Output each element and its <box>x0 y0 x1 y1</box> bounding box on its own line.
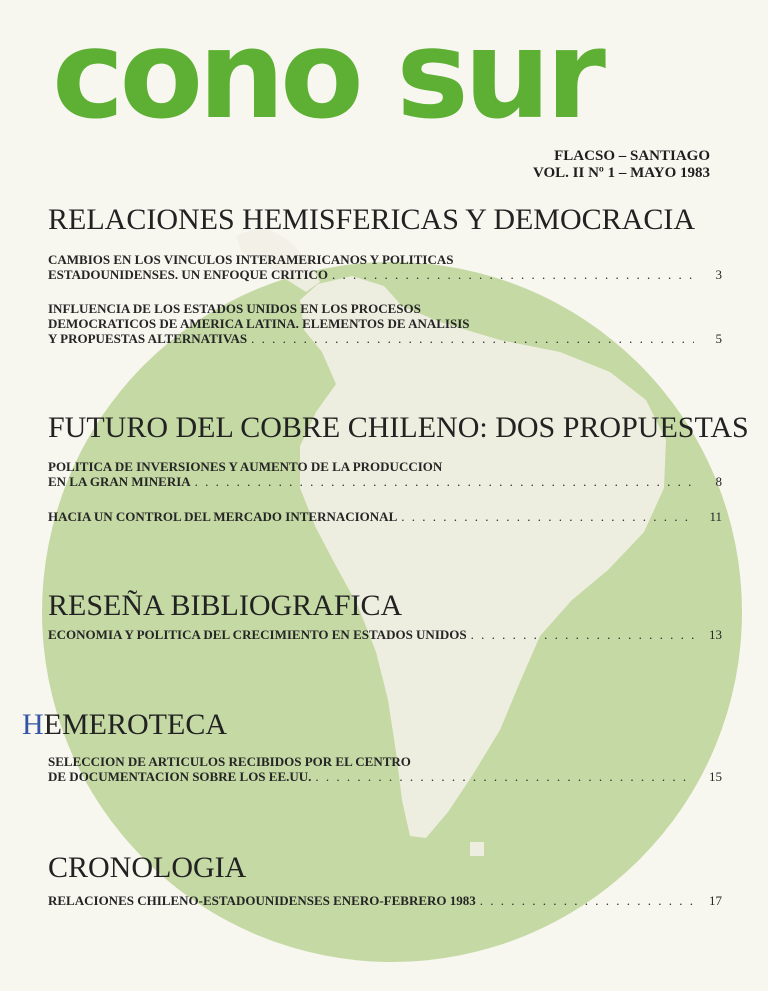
toc-entry-line: CAMBIOS EN LOS VINCULOS INTERAMERICANOS Y POLITICAS <box>48 252 454 267</box>
dot-leader <box>480 893 694 908</box>
toc-entry-line: DEMOCRATICOS DE AMERICA LATINA. ELEMENTOS DE ANALISIS <box>48 316 470 331</box>
dot-leader <box>251 331 694 346</box>
dot-leader <box>315 769 694 784</box>
toc-entry-line: SELECCION DE ARTICULOS RECIBIDOS POR EL CENTRO <box>48 754 411 769</box>
toc-entry-seleccion <box>48 754 722 784</box>
dot-leader <box>471 627 694 642</box>
page-number: 8 <box>715 474 722 489</box>
page-number: 17 <box>709 893 722 908</box>
dot-leader <box>195 474 694 489</box>
page-number: 3 <box>715 267 722 282</box>
dot-leader <box>401 509 694 524</box>
page-number: 15 <box>709 769 722 784</box>
page-number: 13 <box>709 627 722 642</box>
page-number: 11 <box>709 509 722 524</box>
toc-entry-line: POLITICA DE INVERSIONES Y AUMENTO DE LA PRODUCCION <box>48 459 443 474</box>
toc-entry-line: INFLUENCIA DE LOS ESTADOS UNIDOS EN LOS PROCESOS <box>48 301 421 316</box>
masthead-logo: cono sur <box>52 4 601 146</box>
issue-info <box>533 148 710 182</box>
toc-entry-line: RELACIONES CHILENO-ESTADOUNIDENSES ENERO-FEBRERO 1983 <box>48 893 476 908</box>
toc-entry-line: ECONOMIA Y POLITICA DEL CRECIMIENTO EN ESTADOS UNIDOS <box>48 627 467 642</box>
volume-line: VOL. II Nº 1 – MAYO 1983 <box>532 165 710 181</box>
toc-entry-line: DE DOCUMENTACION SOBRE LOS EE.UU. <box>48 769 312 784</box>
publisher-line: FLACSO – SANTIAGO <box>554 148 710 164</box>
section-title-cronologia: CRONOLOGIA <box>48 851 247 884</box>
section-title-relaciones: RELACIONES HEMISFERICAS Y DEMOCRACIA <box>48 203 695 236</box>
toc-entry-economia <box>48 627 722 642</box>
toc-entry-relaciones-chileno <box>48 893 722 908</box>
toc-entry-line: HACIA UN CONTROL DEL MERCADO INTERNACIONAL <box>48 509 398 524</box>
dot-leader <box>332 267 694 282</box>
section-initial: H <box>22 708 44 741</box>
section-title-text: EMEROTECA <box>43 708 227 741</box>
toc-entry-cambios <box>48 252 722 282</box>
toc-entry-line: EN LA GRAN MINERIA <box>48 474 191 489</box>
section-title-hemeroteca <box>22 709 227 741</box>
toc-entry-line: Y PROPUESTAS ALTERNATIVAS <box>48 331 248 346</box>
toc-entry-line: ESTADOUNIDENSES. UN ENFOQUE CRITICO <box>48 267 329 282</box>
toc-entry-control-mercado <box>48 509 722 524</box>
section-title-cobre: FUTURO DEL COBRE CHILENO: DOS PROPUESTAS <box>48 411 749 444</box>
toc-entry-politica-inversiones <box>48 459 722 489</box>
toc-entry-influencia <box>48 301 722 346</box>
page-number: 5 <box>715 331 722 346</box>
map-marker <box>470 842 484 856</box>
section-title-resena: RESEÑA BIBLIOGRAFICA <box>48 589 403 622</box>
